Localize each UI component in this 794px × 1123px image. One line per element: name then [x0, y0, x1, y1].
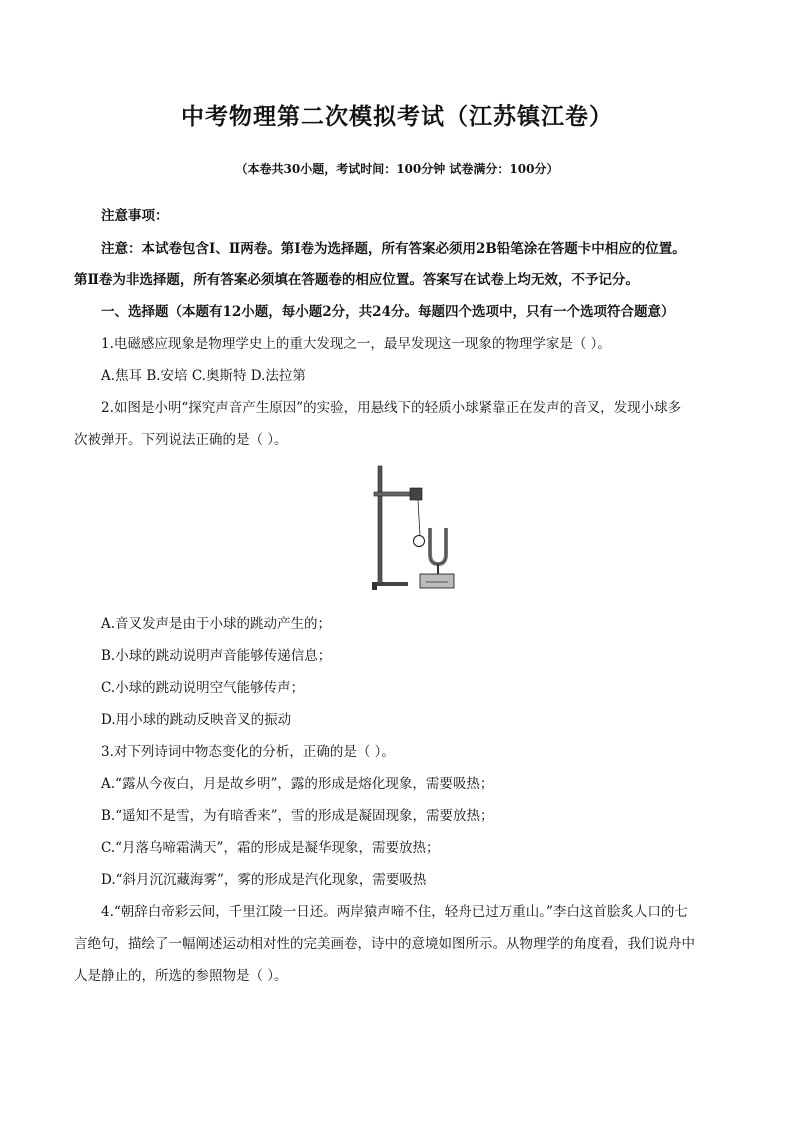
question-2-option-b: B.小球的跳动说明声音能够传递信息； — [101, 648, 332, 664]
question-1-options: A.焦耳 B.安培 C.奥斯特 D.法拉第 — [101, 368, 306, 384]
section-heading: 一、选择题（本题有12小题，每小题2分，共24分。每题四个选项中，只有一个选项符合题意） — [101, 304, 675, 320]
exam-info: （本卷共30小题，考试时间：100分钟 试卷满分：100分） — [235, 162, 559, 176]
notice-line-1: 注意：本试卷包含Ⅰ、Ⅱ两卷。第Ⅰ卷为选择题，所有答案必须用2B铅笔涂在答题卡中相应的位置。 — [101, 241, 686, 257]
question-2-option-a: A.音叉发声是由于小球的跳动产生的； — [101, 616, 332, 632]
page-title: 中考物理第二次模拟考试（江苏镇江卷） — [181, 104, 613, 130]
question-1-stem: 1.电磁感应现象是物理学史上的重大发现之一，最早发现这一现象的物理学家是（ ）。 — [101, 336, 611, 352]
question-3-option-d: D.“斜月沉沉藏海雾”，雾的形成是汽化现象，需要吸热 — [101, 872, 427, 888]
question-4-stem-line-1: 4.“朝辞白帝彩云间，千里江陵一日还。两岸猿声啼不住，轻舟已过万重山。”李白这首脍炙人口的七 — [101, 904, 688, 920]
clamp — [410, 488, 422, 500]
tuning-fork-figure — [368, 462, 468, 598]
light-ball — [414, 536, 425, 547]
question-3-option-b: B.“遥知不是雪，为有暗香来”，雪的形成是凝固现象，需要放热； — [101, 808, 494, 824]
question-2-option-d: D.用小球的跳动反映音叉的振动 — [101, 712, 292, 728]
resonance-box — [420, 574, 454, 588]
question-3-option-a: A.“露从今夜白，月是故乡明”，露的形成是熔化现象，需要吸热； — [101, 776, 494, 792]
question-4-stem-line-3: 人是静止的，所选的参照物是（ ）。 — [74, 968, 288, 984]
question-2-stem-line-2: 次被弹开。下列说法正确的是（ ）。 — [74, 432, 288, 448]
thread — [418, 500, 420, 536]
stand-base — [372, 582, 408, 586]
tuning-fork — [430, 528, 446, 564]
question-3-stem: 3.对下列诗词中物态变化的分析，正确的是（ ）。 — [101, 744, 395, 760]
stand-foot — [372, 582, 377, 590]
question-3-option-c: C.“月落乌啼霜满天”，霜的形成是凝华现象，需要放热； — [101, 840, 440, 856]
notice-heading: 注意事项： — [101, 208, 169, 224]
notice-line-2: 第Ⅱ卷为非选择题，所有答案必须填在答题卷的相应位置。答案写在试卷上均无效，不予记分。 — [74, 272, 639, 288]
question-4-stem-line-2: 言绝句，描绘了一幅阐述运动相对性的完美画卷，诗中的意境如图所示。从物理学的角度看，我们说舟中 — [74, 936, 695, 952]
question-2-option-c: C.小球的跳动说明空气能够传声； — [101, 680, 305, 696]
stand-rod — [378, 466, 382, 584]
question-2-stem-line-1: 2.如图是小明“探究声音产生原因”的实验，用悬线下的轻质小球紧靠正在发声的音叉，发现小球多 — [101, 400, 682, 416]
